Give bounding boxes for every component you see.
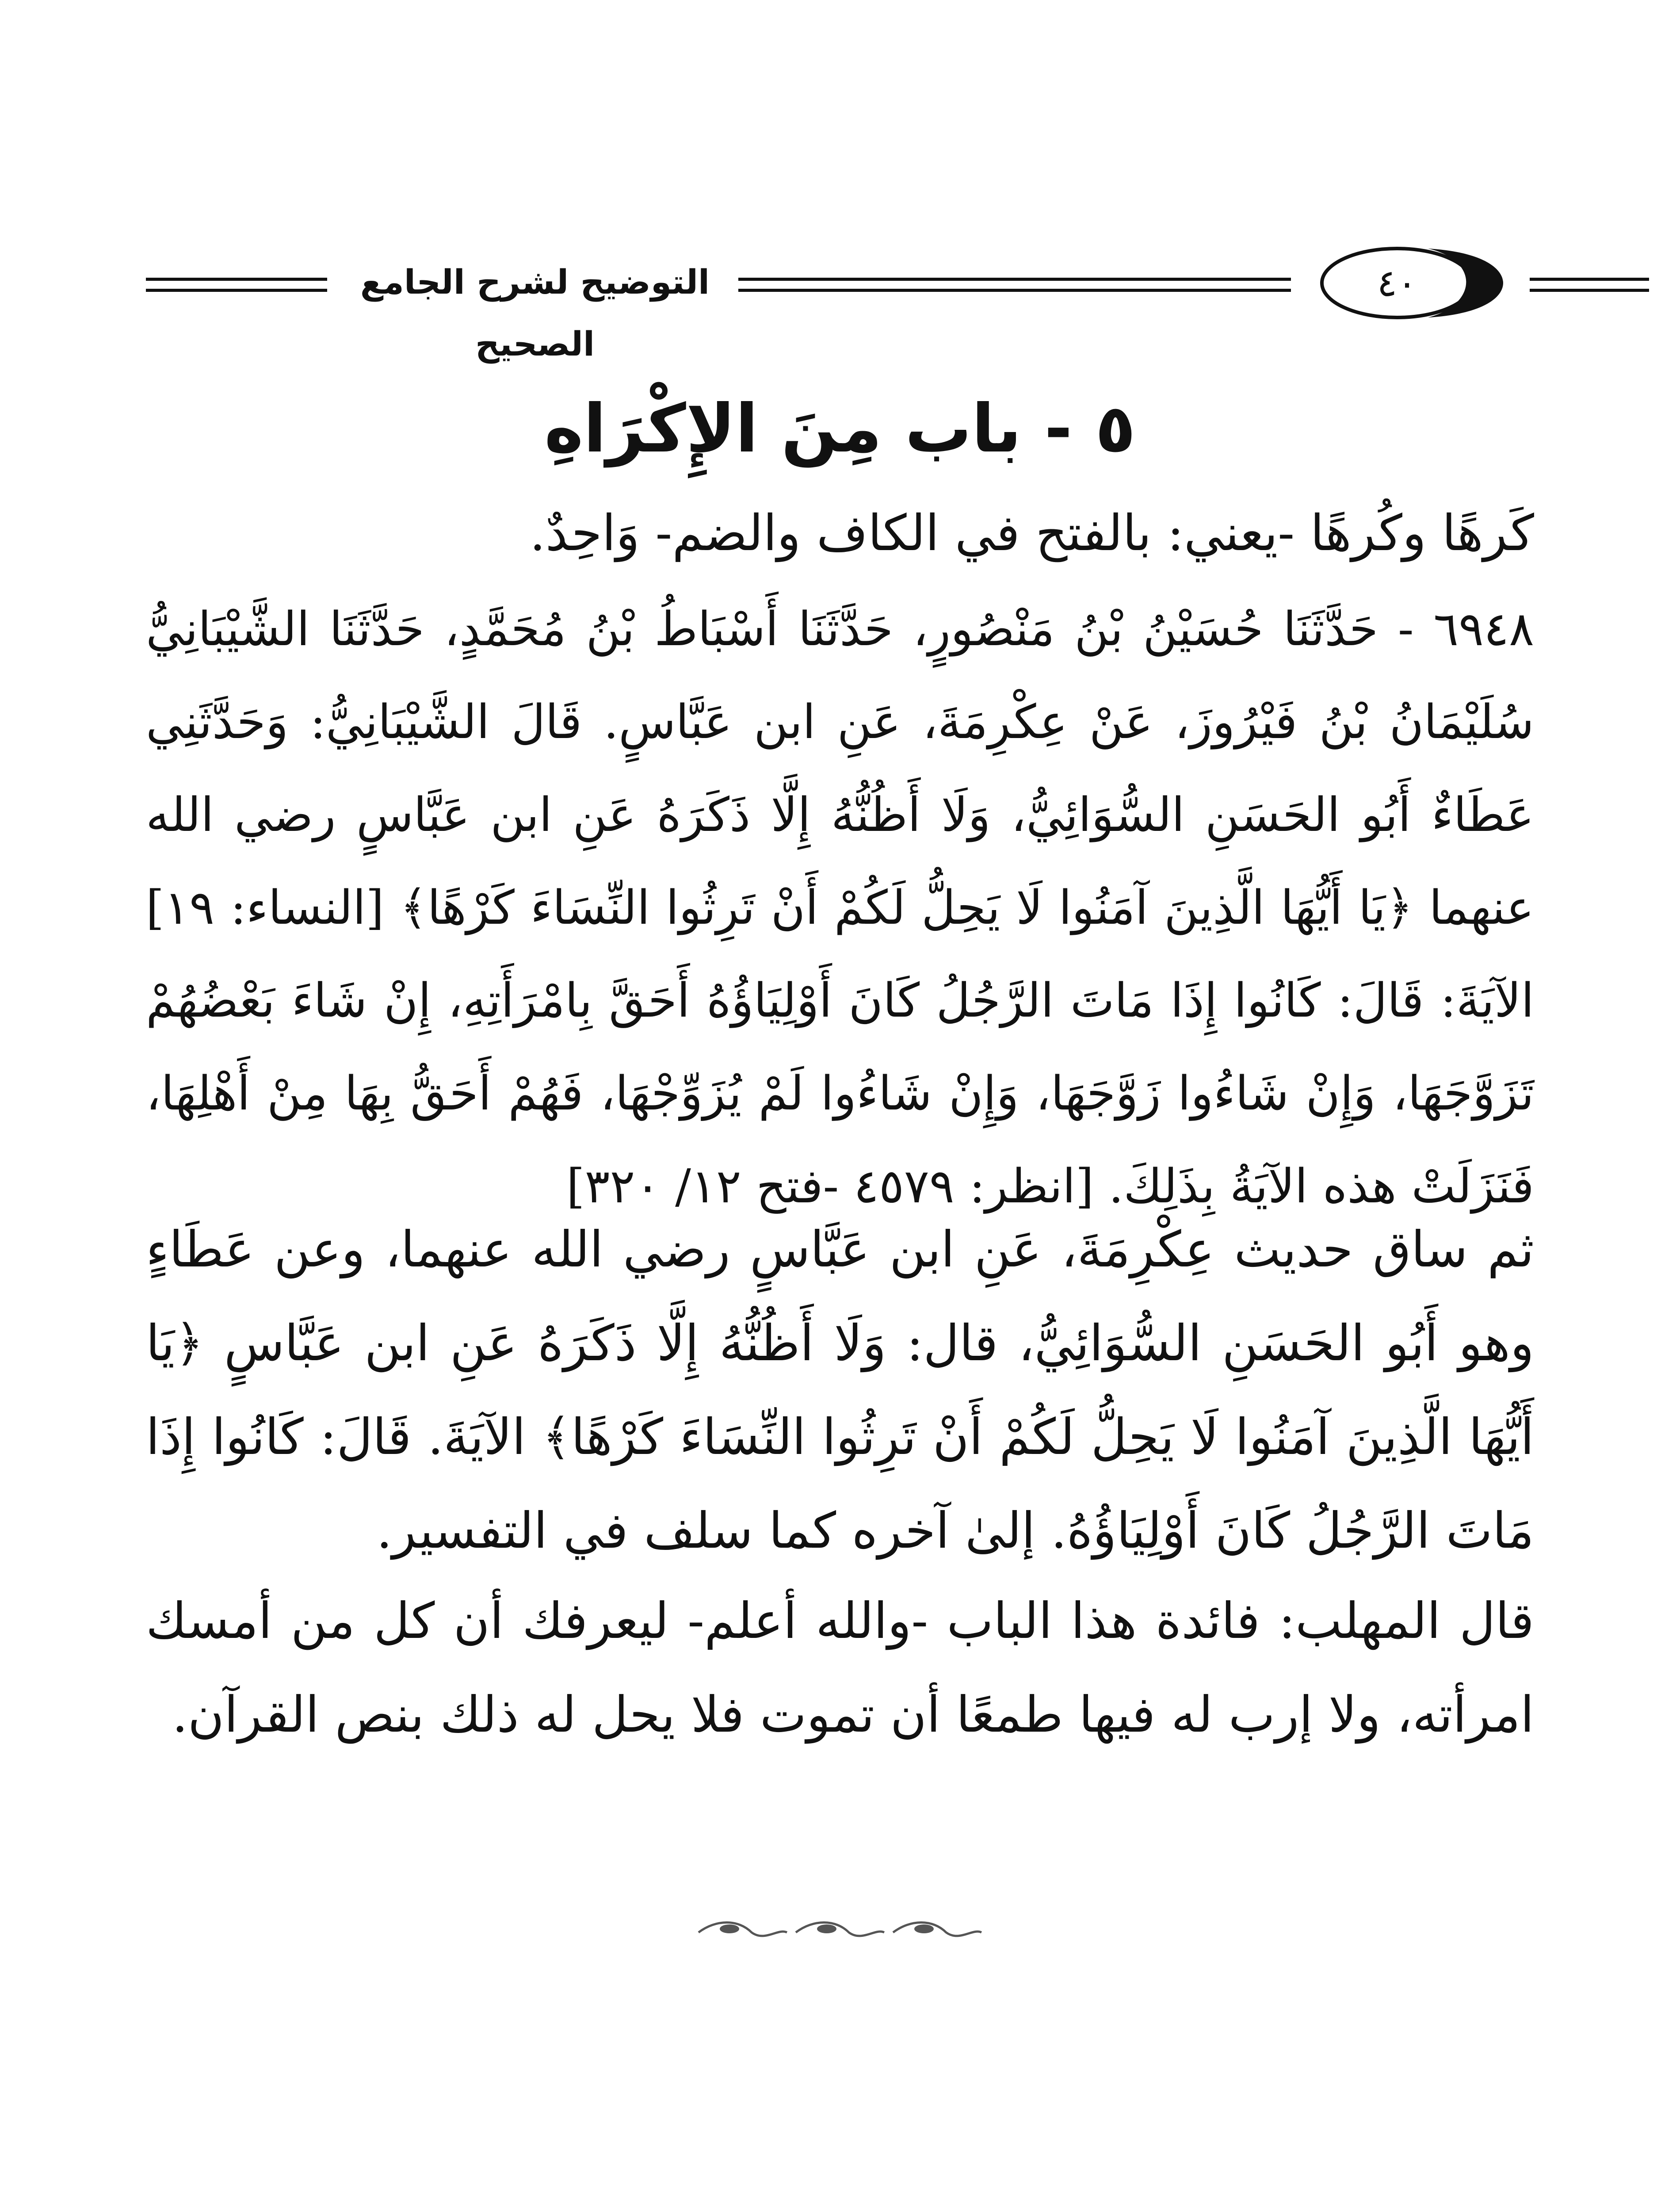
hadith-paragraph: ٦٩٤٨ - حَدَّثَنَا حُسَيْنُ بْنُ مَنْصُورٍ، حَدَّثَنَا أَسْبَاطُ بْنُ مُحَمَّدٍ، حَدَّثَنَا الشَّيْبَانِيُّ سُلَيْمَانُ بْنُ فَيْرُوزَ، عَنْ عِكْرِمَةَ، عَنِ ابن عَبَّاسٍ. قَالَ الشَّيْبَانِيُّ: وَحَدَّثَنِي عَطَاءٌ أَبُو الحَسَنِ السُّوَائِيُّ، وَلَا أَظُنُّهُ إِلَّا ذَكَرَهُ عَنِ ابن عَبَّاسٍ رضي الله عنهما ﴿يَا أَيُّهَا الَّذِينَ آمَنُوا لَا يَحِلُّ لَكُمْ أَنْ تَرِثُوا النِّسَاءَ كَرْهًا﴾ [النساء: ١٩] الآيَةَ: قَالَ: كَانُوا إِذَا مَاتَ الرَّجُلُ كَانَ أَوْلِيَاؤُهُ أَحَقَّ بِامْرَأَتِهِ، إِنْ شَاءَ بَعْضُهُمْ تَزَوَّجَهَا، وَإِنْ شَاءُوا زَوَّجَهَا، وَإِنْ شَاءُوا لَمْ يُزَوِّجْهَا، فَهُمْ أَحَقُّ بِهَا مِنْ أَهْلِهَا، فَنَزَلَتْ هذه الآيَةُ بِذَلِكَ. [انظر: ٤٥٧٩ -فتح ١٢/ ٣٢٠] (146, 602, 1534, 1213)
header-rule-right (1530, 278, 1649, 292)
running-title: التوضيح لشرح الجامع الصحيح (360, 262, 710, 363)
intro-paragraph: كَرهًا وكُرهًا -يعني: بالفتح في الكاف والضم- وَاحِدٌ. (530, 505, 1534, 562)
commentary-paragraph: ثم ساق حديث عِكْرِمَةَ، عَنِ ابن عَبَّاسٍ رضي الله عنهما، وعن عَطَاءٍ وهو أَبُو الحَسَنِ السُّوَائِيُّ، قال: وَلَا أَظُنُّهُ إِلَّا ذَكَرَهُ عَنِ ابن عَبَّاسٍ ﴿يَا أَيُّهَا الَّذِينَ آمَنُوا لَا يَحِلُّ لَكُمْ أَنْ تَرِثُوا النِّسَاءَ كَرْهًا﴾ الآيَةَ. قَالَ: كَانُوا إِذَا مَاتَ الرَّجُلُ كَانَ أَوْلِيَاؤُهُ. إلىٰ آخره كما سلف في التفسير. (146, 1221, 1534, 1560)
floral-divider-ornament-icon (690, 1915, 990, 1946)
running-header (146, 239, 1534, 363)
page-number: ٤٠ (1377, 261, 1417, 305)
header-rule-left (146, 278, 327, 292)
chapter-heading: ٥ - باب مِنَ الإِكْرَاهِ (544, 390, 1136, 467)
page-number-badge (1295, 239, 1516, 327)
muhallab-paragraph: قال المهلب: فائدة هذا الباب -والله أعلم- ليعرفك أن كل من أمسك امرأته، ولا إرب له فيها طمعًا أن تموت فلا يحل له ذلك بنص القرآن. (146, 1592, 1534, 1744)
header-rule-middle (738, 278, 1291, 292)
